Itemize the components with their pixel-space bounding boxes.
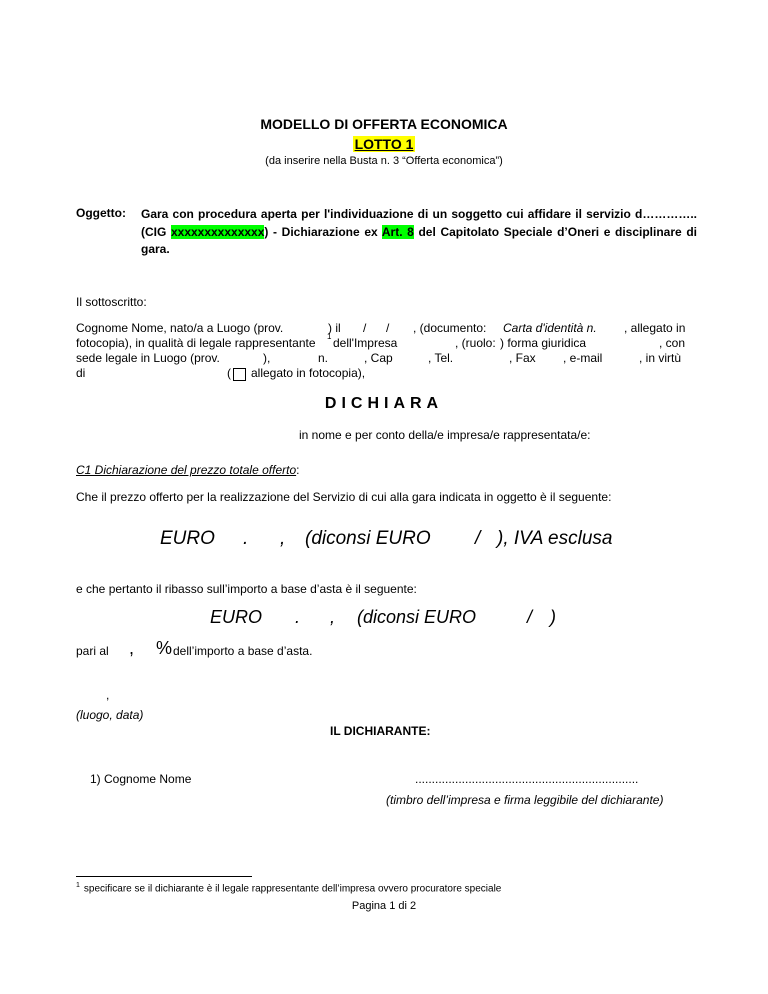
ribasso-slash: /: [527, 607, 533, 627]
decl-l1-a: Cognome Nome, nato/a a Luogo (prov.: [76, 321, 284, 335]
ribasso-diconsi: (diconsi EURO: [357, 607, 477, 627]
page-number: Pagina 1 di 2: [351, 900, 417, 912]
dichiara-heading: DICHIARA: [324, 395, 444, 412]
footnote-number: 1: [76, 882, 80, 889]
ribasso-dot: .: [295, 607, 301, 627]
pari-al-percent: %: [156, 638, 173, 658]
oggetto-label: Oggetto:: [76, 206, 126, 220]
decl-l2-b: dell'Impresa: [333, 336, 398, 350]
art-ref: Art. 8: [381, 224, 414, 239]
decl-l1-b: ) il: [328, 321, 341, 335]
il-dichiarante: IL DICHIARANTE:: [330, 724, 431, 738]
cig-code: xxxxxxxxxxxxxx: [170, 224, 265, 239]
oggetto-text-a: Gara con procedura aperta per l'individuazione di un soggetto cui affidare il servizio d………….. (CIG: [141, 207, 697, 239]
decl-l4-b: (: [227, 366, 231, 380]
oggetto-text: [141, 206, 697, 259]
sottoscritto-label: Il sottoscritto:: [76, 295, 147, 309]
signer-name: 1) Cognome Nome: [90, 772, 192, 786]
decl-l3-e: , Tel.: [428, 351, 454, 365]
decl-l3-f: , Fax: [509, 351, 536, 365]
decl-l3-b: ),: [263, 351, 271, 365]
section-c1: [76, 463, 299, 477]
decl-l3-d: , Cap: [364, 351, 393, 365]
signature-caption: (timbro dell’impresa e firma leggibile del dichiarante): [386, 793, 664, 807]
ribasso-euro: EURO: [210, 607, 263, 627]
decl-l3-a: sede legale in Luogo (prov.: [76, 351, 220, 365]
luogo-data: (luogo, data): [76, 708, 144, 722]
ribasso-close: ): [550, 607, 556, 627]
lotto-label: LOTTO 1: [354, 136, 414, 152]
prezzo-iva: ), IVA esclusa: [497, 528, 613, 549]
ribasso-intro: e che pertanto il ribasso sull’importo a base d’asta è il seguente:: [76, 582, 417, 596]
decl-l2-c: , (ruolo:: [455, 336, 496, 350]
decl-l4-a: di: [76, 366, 86, 380]
decl-l1-d: /: [386, 321, 390, 335]
signature-line: ...................................................................: [415, 772, 639, 786]
decl-l3-g: , e-mail: [563, 351, 603, 365]
document-subtitle: (da inserire nella Busta n. 3 “Offerta economica”): [265, 155, 503, 167]
lotto-heading: [0, 136, 768, 154]
ribasso-comma: ,: [330, 607, 336, 627]
prezzo-diconsi: (diconsi EURO: [305, 528, 431, 549]
oggetto-text-b: ) - Dichiarazione ex: [264, 224, 382, 239]
prezzo-euro: EURO: [160, 528, 215, 549]
decl-l3-h: , in virtù: [639, 351, 682, 365]
decl-l1-c: /: [363, 321, 367, 335]
section-c1-colon: :: [296, 463, 300, 477]
footnote: [76, 882, 501, 894]
decl-l2-e: , con: [659, 336, 686, 350]
prezzo-dot: .: [243, 528, 249, 549]
oggetto-text-c: del Capitolato Speciale d’Oneri e disciplinare di gara.: [141, 224, 697, 256]
decl-l4-c: allegato in fotocopia),: [251, 366, 366, 380]
section-c1-title: C1 Dichiarazione del prezzo totale offerto: [76, 463, 297, 477]
pari-al-text: dell’importo a base d’asta.: [173, 644, 313, 658]
in-nome-text: in nome e per conto della/e impresa/e rappresentata/e:: [299, 428, 591, 442]
prezzo-intro: Che il prezzo offerto per la realizzazione del Servizio di cui alla gara indicata in oggetto è il seguente:: [76, 490, 612, 504]
decl-l2-a: fotocopia), in qualità di legale rappresentante: [76, 336, 316, 350]
allegato-checkbox[interactable]: [233, 366, 249, 384]
decl-l1-f: Carta d'identità n.: [503, 321, 597, 335]
footnote-ref: 1: [327, 332, 332, 341]
prezzo-comma: ,: [280, 528, 286, 549]
decl-l1-e: , (documento:: [413, 321, 487, 335]
decl-l1-g: , allegato in: [624, 321, 686, 335]
footnote-text: specificare se il dichiarante è il legale rappresentante dell’impresa ovvero procuratore speciale: [83, 883, 502, 895]
footnote-separator: [76, 876, 252, 877]
luogo-comma: ,: [106, 688, 110, 702]
decl-l3-c: n.: [318, 351, 329, 365]
document-title: MODELLO DI OFFERTA ECONOMICA: [260, 116, 508, 132]
pari-al-label: pari al: [76, 644, 109, 658]
decl-l2-d: ) forma giuridica: [500, 336, 587, 350]
prezzo-slash: /: [475, 528, 481, 549]
pari-al-comma: ,: [129, 638, 135, 658]
